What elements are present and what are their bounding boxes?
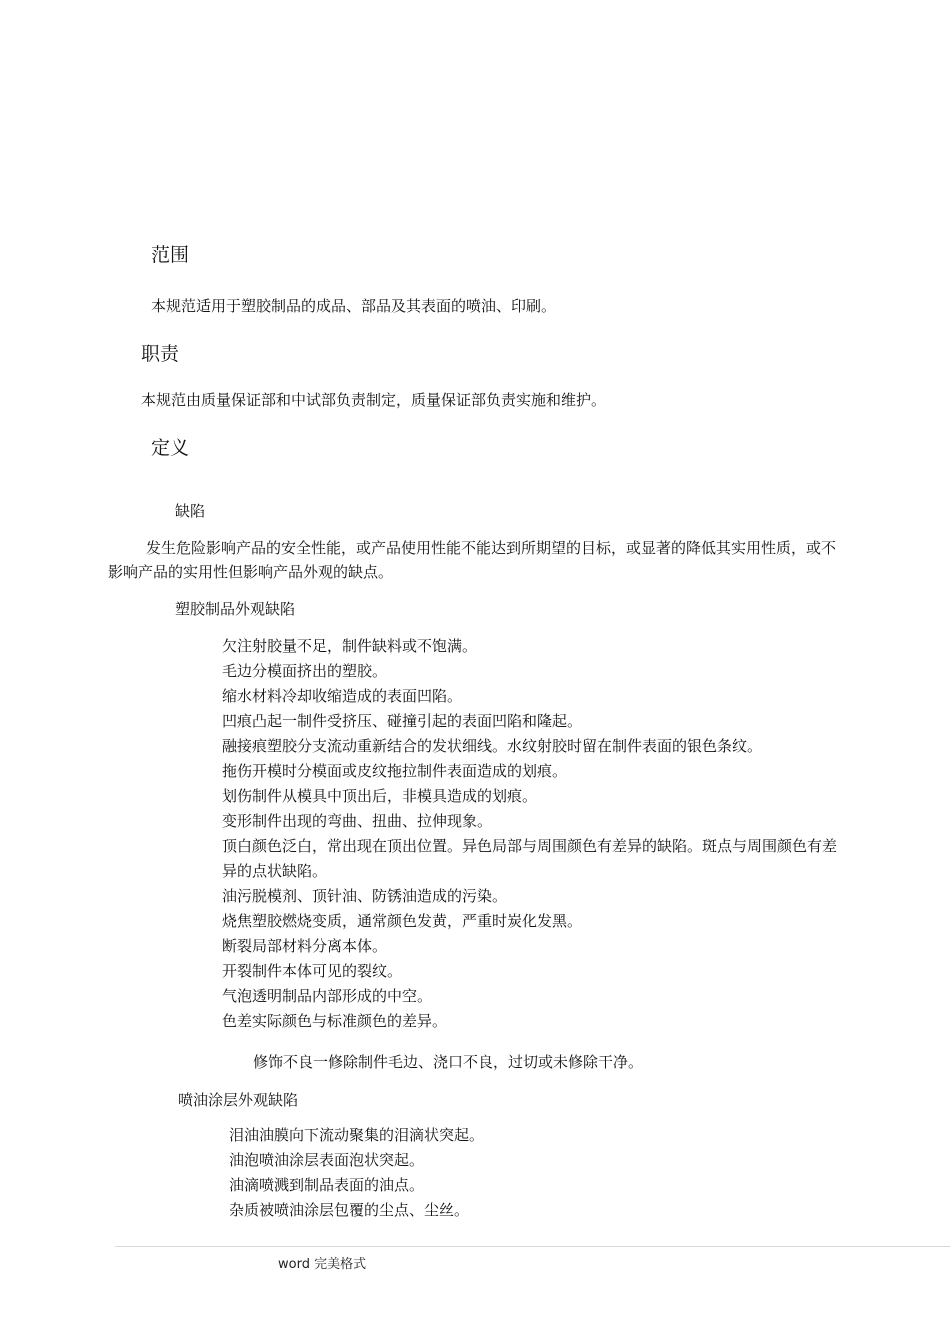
list-item: 变形制件出现的弯曲、扭曲、拉伸现象。 [222, 812, 493, 830]
list-item: 顶白颜色泛白，常出现在顶出位置。异色局部与周围颜色有差异的缺陷。斑点与周围颜色有差异的点状缺陷。 [222, 837, 838, 880]
section-title-definition: 定义 [151, 437, 190, 459]
list-item: 油污脱模剂、顶针油、防锈油造成的污染。 [222, 887, 508, 905]
footer-divider [115, 1246, 950, 1247]
plastic-defect-label: 塑胶制品外观缺陷 [175, 600, 296, 618]
list-item: 划伤制件从模具中顶出后，非模具造成的划痕。 [222, 787, 538, 805]
list-item: 色差实际颜色与标准颜色的差异。 [222, 1012, 448, 1030]
list-item: 缩水材料冷却收缩造成的表面凹陷。 [222, 687, 463, 705]
list-item: 泪油油膜向下流动聚集的泪滴状突起。 [229, 1126, 485, 1144]
list-item: 杂质被喷油涂层包覆的尘点、尘丝。 [229, 1201, 470, 1219]
defect-paragraph: 发生危险影响产品的安全性能，或产品使用性能不能达到所期望的目标，或显著的降低其实用性质，或不影响产品的实用性但影响产品外观的缺点。 [108, 539, 837, 581]
scope-text: 本规范适用于塑胶制品的成品、部品及其表面的喷油、印刷。 [151, 297, 557, 315]
list-item: 油滴喷溅到制品表面的油点。 [229, 1176, 425, 1194]
duty-text: 本规范由质量保证部和中试部负责制定，质量保证部负责实施和维护。 [141, 391, 607, 409]
list-item: 拖伤开模时分模面或皮纹拖拉制件表面造成的划痕。 [222, 762, 568, 780]
list-item: 断裂局部材料分离本体。 [222, 937, 388, 955]
list-item: 融接痕塑胶分支流动重新结合的发状细线。水纹射胶时留在制件表面的银色条纹。 [222, 737, 763, 755]
spray-defect-label: 喷油涂层外观缺陷 [178, 1091, 299, 1109]
footer-text: word 完美格式 [278, 1257, 367, 1272]
list-item: 凹痕凸起一制件受挤压、碰撞引起的表面凹陷和隆起。 [222, 712, 583, 730]
list-item: 烧焦塑胶燃烧变质，通常颜色发黄，严重时炭化发黑。 [222, 912, 583, 930]
list-item: 开裂制件本体可见的裂纹。 [222, 962, 403, 980]
list-item: 欠注射胶量不足，制件缺料或不饱满。 [222, 637, 478, 655]
list-item: 气泡透明制品内部形成的中空。 [222, 987, 433, 1005]
plastic-defect-list [222, 634, 842, 1034]
defect-label: 缺陷 [175, 502, 206, 520]
section-title-scope: 范围 [151, 244, 190, 266]
spray-defect-list [229, 1123, 484, 1223]
list-item: 毛边分模面挤出的塑胶。 [222, 662, 388, 680]
trim-defect-item: 修饰不良一修除制件毛边、浇口不良，过切或未修除干净。 [253, 1053, 644, 1071]
section-title-duty: 职责 [141, 343, 180, 365]
list-item: 油泡喷油涂层表面泡状突起。 [229, 1151, 425, 1169]
